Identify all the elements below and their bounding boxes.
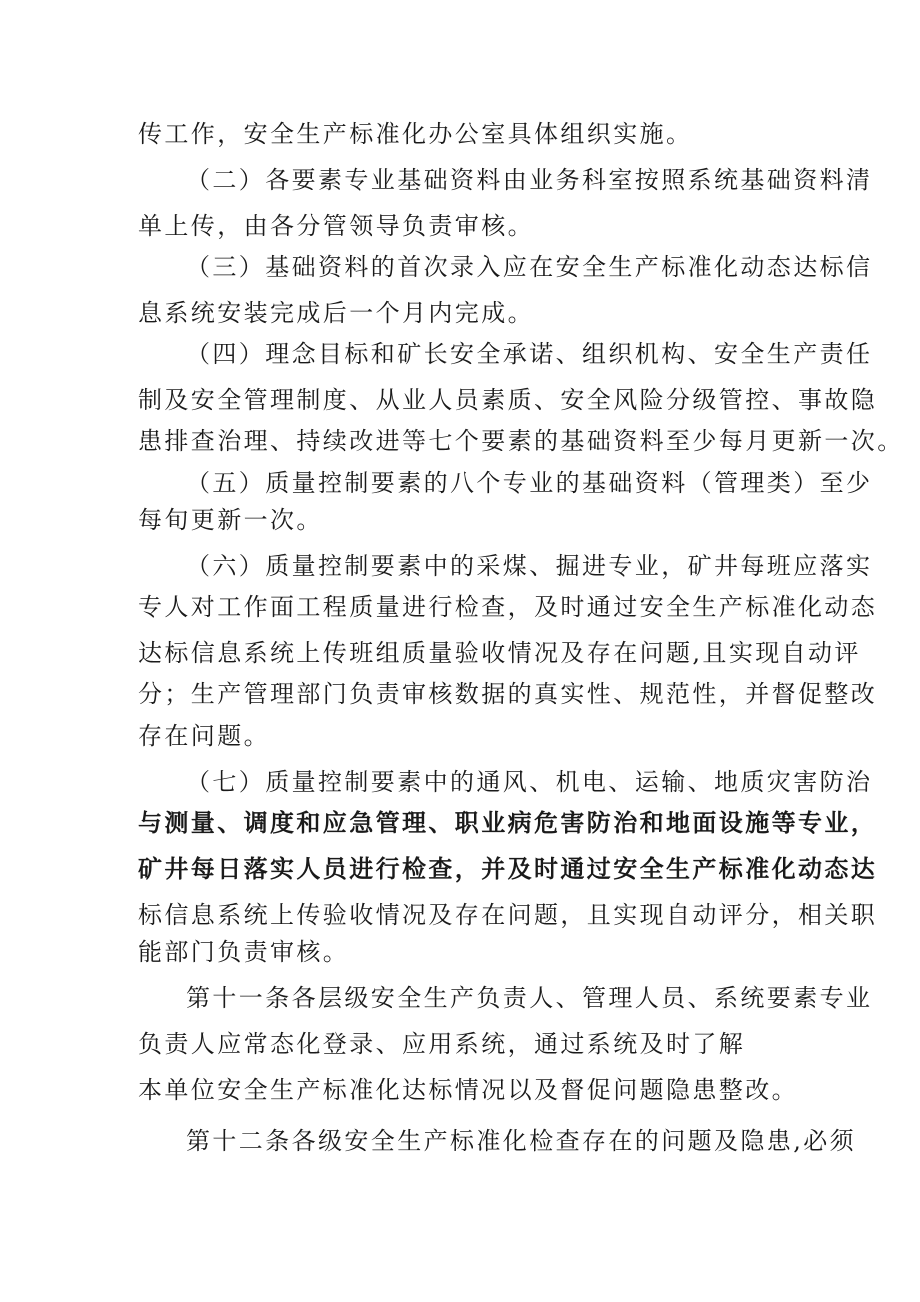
text-line-14: 分；生产管理部门负责审核数据的真实性、规范性，并督促整改 bbox=[138, 680, 878, 708]
text-line-1: 传工作，安全生产标准化办公室具体组织实施。 bbox=[138, 120, 693, 148]
text-line-20: 能部门负责审核。 bbox=[138, 938, 350, 966]
text-line-6: （四）理念目标和矿长安全承诺、组织机构、安全生产责任 bbox=[186, 340, 873, 368]
text-line-3: 单上传，由各分管领导负责审核。 bbox=[138, 212, 534, 240]
text-line-15: 存在问题。 bbox=[138, 722, 270, 750]
text-line-24: 第十二条各级安全生产标准化检查存在的问题及隐患,必须 bbox=[186, 1127, 857, 1155]
text-line-19: 标信息系统上传验收情况及存在问题，且实现自动评分，相关职 bbox=[138, 901, 878, 929]
text-line-18: 矿井每日落实人员进行检查，并及时通过安全生产标准化动态达 bbox=[138, 854, 878, 883]
text-line-7: 制及安全管理制度、从业人员素质、安全风险分级管控、事故隐 bbox=[138, 386, 878, 414]
text-line-10: 每旬更新一次。 bbox=[138, 506, 323, 534]
text-line-4: （三）基础资料的首次录入应在安全生产标准化动态达标信 bbox=[186, 253, 873, 281]
text-line-11: （六）质量控制要素中的采煤、掘进专业，矿井每班应落实 bbox=[186, 552, 873, 580]
text-line-23: 本单位安全生产标准化达标情况以及督促问题隐患整改。 bbox=[138, 1076, 798, 1104]
text-line-22: 负责人应常态化登录、应用系统，通过系统及时了解 bbox=[138, 1030, 746, 1058]
text-line-5: 息系统安装完成后一个月内完成。 bbox=[138, 299, 534, 327]
text-line-13: 达标信息系统上传班组质量验收情况及存在问题,且实现自动评 bbox=[138, 639, 861, 667]
text-line-16: （七）质量控制要素中的通风、机电、运输、地质灾害防治 bbox=[186, 768, 873, 796]
text-line-21: 第十一条各层级安全生产负责人、管理人员、系统要素专业 bbox=[186, 984, 873, 1012]
text-line-12: 专人对工作面工程质量进行检查，及时通过安全生产标准化动态 bbox=[138, 593, 878, 621]
text-line-2: （二）各要素专业基础资料由业务科室按照系统基础资料清 bbox=[186, 166, 873, 194]
text-line-17: 与测量、调度和应急管理、职业病危害防治和地面设施等专业， bbox=[138, 808, 878, 837]
text-line-9: （五）质量控制要素的八个专业的基础资料（管理类）至少 bbox=[186, 469, 873, 497]
text-line-8: 患排查治理、持续改进等七个要素的基础资料至少每月更新一次。 bbox=[138, 427, 904, 455]
